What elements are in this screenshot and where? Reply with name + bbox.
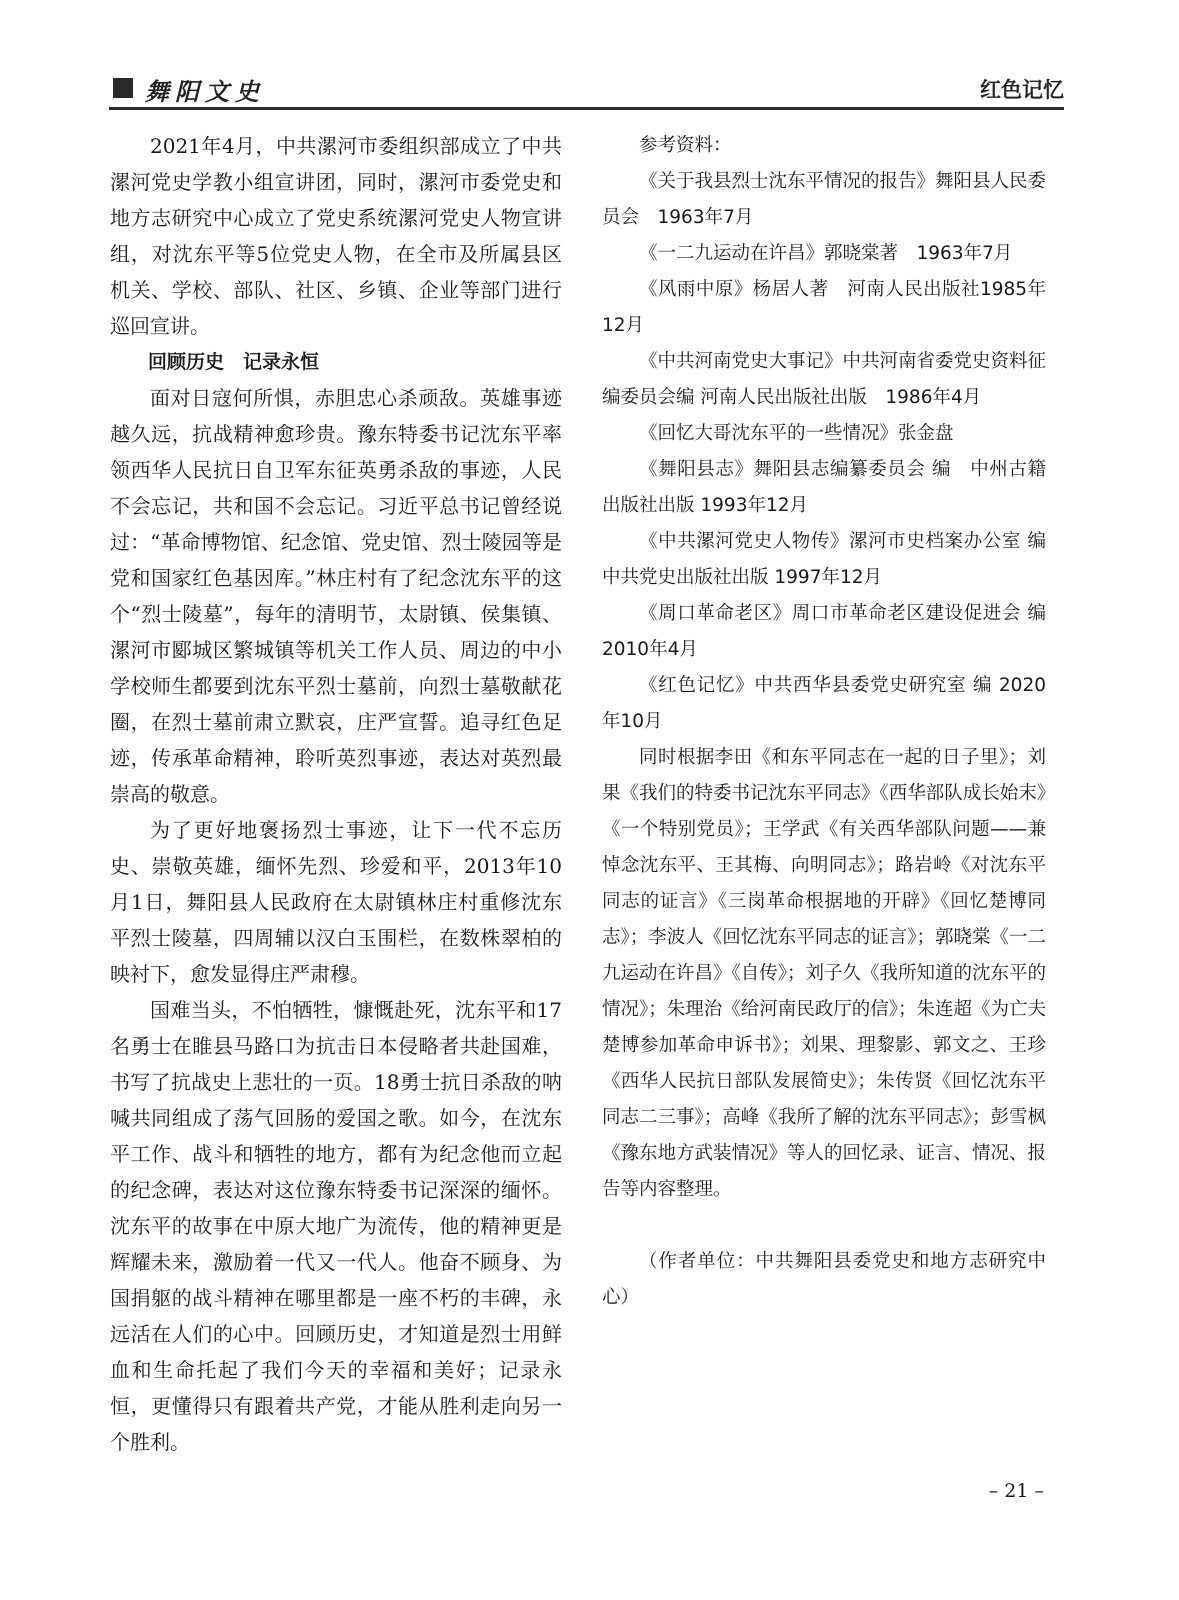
- reference-item: 《关于我县烈士沈东平情况的报告》舞阳县人民委员会 1963年7月: [602, 171, 1047, 228]
- header-rule: [109, 107, 1064, 110]
- right-column: [602, 128, 1046, 1316]
- paragraph-3: 为了更好地褒扬烈士事迹，让下一代不忘历史、崇敬英雄，缅怀先烈、珍爱和平，2013年10月1日，舞阳县人民政府在太尉镇林庄村重修沈东平烈士陵墓，四周辅以汉白玉围栏，在数株翠柏的映衬下，愈发显得庄严肃穆。: [110, 818, 562, 986]
- left-column: [110, 128, 562, 1460]
- reference-item: 《风雨中原》杨居人著 河南人民出版社1985年12月: [602, 279, 1046, 336]
- reference-item: 《回忆大哥沈东平的一些情况》张金盘: [639, 423, 954, 444]
- section-subheading: 回顾历史 记录永恒: [148, 351, 320, 373]
- journal-title: 舞阳文史: [145, 77, 265, 106]
- reference-item: 《一二九运动在许昌》郭晓棠著 1963年7月: [639, 243, 1013, 264]
- paragraph-2: 面对日寇何所惧，赤胆忠心杀顽敌。英雄事迹越久远，抗战精神愈珍贵。豫东特委书记沈东平率领西华人民抗日自卫军东征英勇杀敌的事迹，人民不会忘记，共和国不会忘记。习近平总书记曾经说过：“革命博物馆、纪念馆、党史馆、烈士陵园等是党和国家红色基因库。”林庄村有了纪念沈东平的这个“烈士陵墓”，每年的清明节，太尉镇、侯集镇、漯河市郾城区繁城镇等机关工作人员、周边的中小学校师生都要到沈东平烈士墓前，向烈士墓敬献花圈，在烈士墓前肃立默哀，庄严宣誓。追寻红色足迹，传承革命精神，聆听英烈事迹，表达对英烈最崇高的敬意。: [110, 386, 562, 806]
- reference-item: 《舞阳县志》舞阳县志编纂委员会 编 中州古籍出版社出版 1993年12月: [602, 459, 1046, 516]
- paragraph-1: 2021年4月，中共漯河市委组织部成立了中共漯河党史学教小组宣讲团，同时，漯河市委党史和地方志研究中心成立了党史系统漯河党史人物宣讲组，对沈东平等5位党史人物，在全市及所属县区机关、学校、部队、社区、乡镇、企业等部门进行巡回宣讲。: [110, 134, 562, 338]
- reference-item: 《中共河南党史大事记》中共河南省委党史资料征编委员会编 河南人民出版社出版 1986年4月: [602, 351, 1047, 408]
- reference-item: 《周口革命老区》周口市革命老区建设促进会 编 2010年4月: [602, 603, 1046, 660]
- reference-item: 《中共漯河党史人物传》漯河市史档案办公室 编 中共党史出版社出版 1997年12月: [602, 531, 1046, 588]
- sources-note: 同时根据李田《和东平同志在一起的日子里》；刘果《我们的特委书记沈东平同志》《西华部队成长始末》《一个特别党员》；王学武《有关西华部队问题——兼悼念沈东平、王其梅、向明同志》；路岩岭《对沈东平同志的证言》《三岗革命根据地的开辟》《回忆楚博同志》；李波人《回忆沈东平同志的证言》；郭晓棠《一二九运动在许昌》《自传》；刘子久《我所知道的沈东平的情况》；朱理治《给河南民政厅的信》；朱连超《为亡夫楚博参加革命申诉书》；刘果、理黎影、郭文之、王珍《西华人民抗日部队发展简史》；朱传贤《回忆沈东平同志二三事》；高峰《我所了解的沈东平同志》；彭雪枫《豫东地方武装情况》等人的回忆录、证言、情况、报告等内容整理。: [602, 747, 1047, 1200]
- references-title: 参考资料：: [639, 135, 732, 156]
- header-square-icon: [113, 78, 133, 98]
- page-number: – 21 –: [988, 1480, 1044, 1502]
- section-title: 红色记忆: [980, 78, 1064, 102]
- reference-item: 《红色记忆》中共西华县委党史研究室 编 2020年10月: [602, 675, 1046, 732]
- page-header: [109, 70, 1064, 110]
- author-unit: （作者单位：中共舞阳县委党史和地方志研究中心）: [602, 1251, 1046, 1308]
- paragraph-4: 国难当头，不怕牺牲，慷慨赴死，沈东平和17名勇士在睢县马路口为抗击日本侵略者共赴国难，书写了抗战史上悲壮的一页。18勇士抗日杀敌的呐喊共同组成了荡气回肠的爱国之歌。如今，在沈东平工作、战斗和牺牲的地方，都有为纪念他而立起的纪念碑，表达对这位豫东特委书记深深的缅怀。沈东平的故事在中原大地广为流传，他的精神更是辉耀未来，激励着一代又一代人。他奋不顾身、为国捐躯的战斗精神在哪里都是一座不朽的丰碑，永远活在人们的心中。回顾历史，才知道是烈士用鲜血和生命托起了我们今天的幸福和美好；记录永恒，更懂得只有跟着共产党，才能从胜利走向另一个胜利。: [110, 998, 562, 1454]
